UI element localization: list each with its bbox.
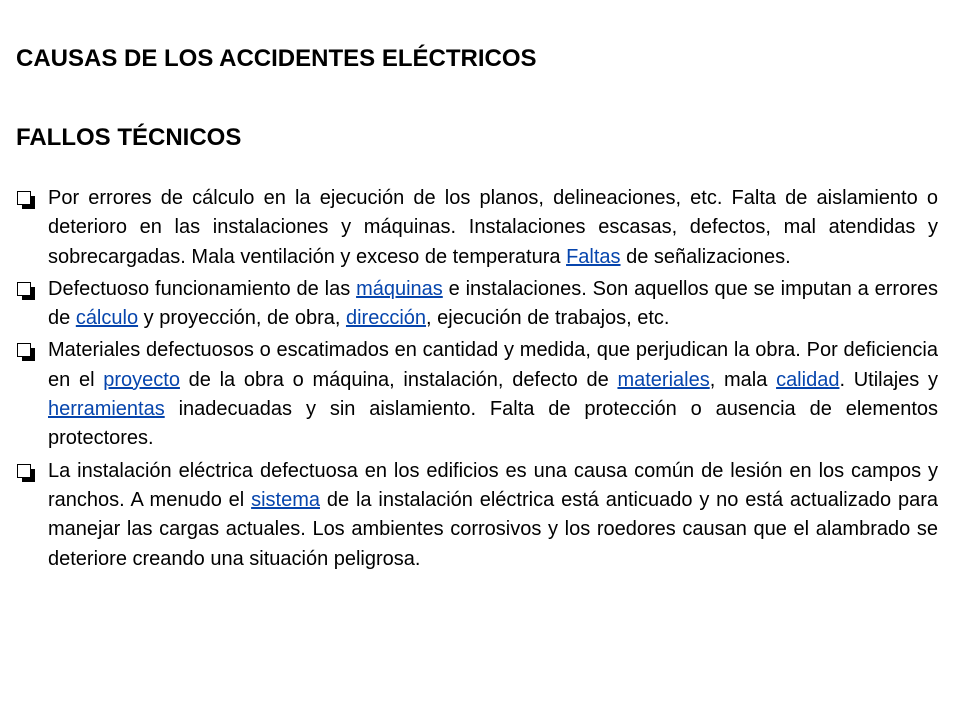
bullet-list (16, 184, 938, 577)
text-segment: , ejecución de trabajos, etc. (426, 307, 670, 330)
text-segment: de la obra o máquina, instalación, defecto de (179, 368, 618, 391)
checkbox-bullet-icon (17, 464, 31, 478)
checkbox-bullet-icon (17, 343, 31, 357)
list-item (16, 457, 938, 574)
text-segment: Por errores de cálculo en la ejecución de los planos, delineaciones, etc. Falta de aislamiento o deterioro en las instalaciones y máquinas. Instalaciones escasas, defectos, mal atendidas y sobrecargadas. Mala ventilación y exceso de temperatura (48, 187, 938, 268)
text-segment: , mala (709, 368, 777, 391)
text-segment: Materiales defectuosos o escatimados en cantidad y medida, que perjudican la obra. Por deficiencia en el (48, 339, 938, 391)
link-sistema[interactable]: sistema (251, 488, 321, 511)
link-faltas[interactable]: Faltas (566, 245, 621, 268)
text-segment: de la instalación eléctrica está anticuado y no está actualizado para manejar las cargas actuales. Los ambientes corrosivos y los roedores causan que el alambrado se deteriore creando una situación peligrosa. (48, 488, 938, 570)
text-segment: . Utilajes y (839, 368, 938, 391)
link-calidad[interactable]: calidad (776, 368, 840, 391)
list-item (16, 184, 938, 272)
text-segment: e instalaciones. Son aquellos que se imputan a errores de (48, 277, 938, 330)
list-item (16, 336, 938, 453)
link-materiales[interactable]: materiales (617, 368, 710, 391)
text-segment: Defectuoso funcionamiento de las (48, 277, 357, 300)
text-segment: La instalación eléctrica defectuosa en los edificios es una causa común de lesión en los campos y ranchos. A menudo el (48, 459, 938, 511)
page-title: CAUSAS DE LOS ACCIDENTES ELÉCTRICOS (16, 45, 537, 72)
link-proyecto[interactable]: proyecto (103, 368, 180, 391)
checkbox-bullet-icon (17, 282, 31, 296)
section-heading: FALLOS TÉCNICOS (16, 124, 242, 151)
text-segment: inadecuadas y sin aislamiento. Falta de protección o ausencia de elementos protectores. (48, 398, 938, 450)
link-direccion[interactable]: dirección (345, 307, 427, 330)
list-item (16, 275, 938, 334)
checkbox-bullet-icon (17, 191, 31, 205)
link-calculo[interactable]: cálculo (75, 307, 139, 330)
link-herramientas[interactable]: herramientas (48, 398, 165, 421)
text-segment: de señalizaciones. (620, 245, 791, 268)
link-maquinas[interactable]: máquinas (356, 277, 443, 300)
text-segment: y proyección, de obra, (138, 307, 346, 330)
